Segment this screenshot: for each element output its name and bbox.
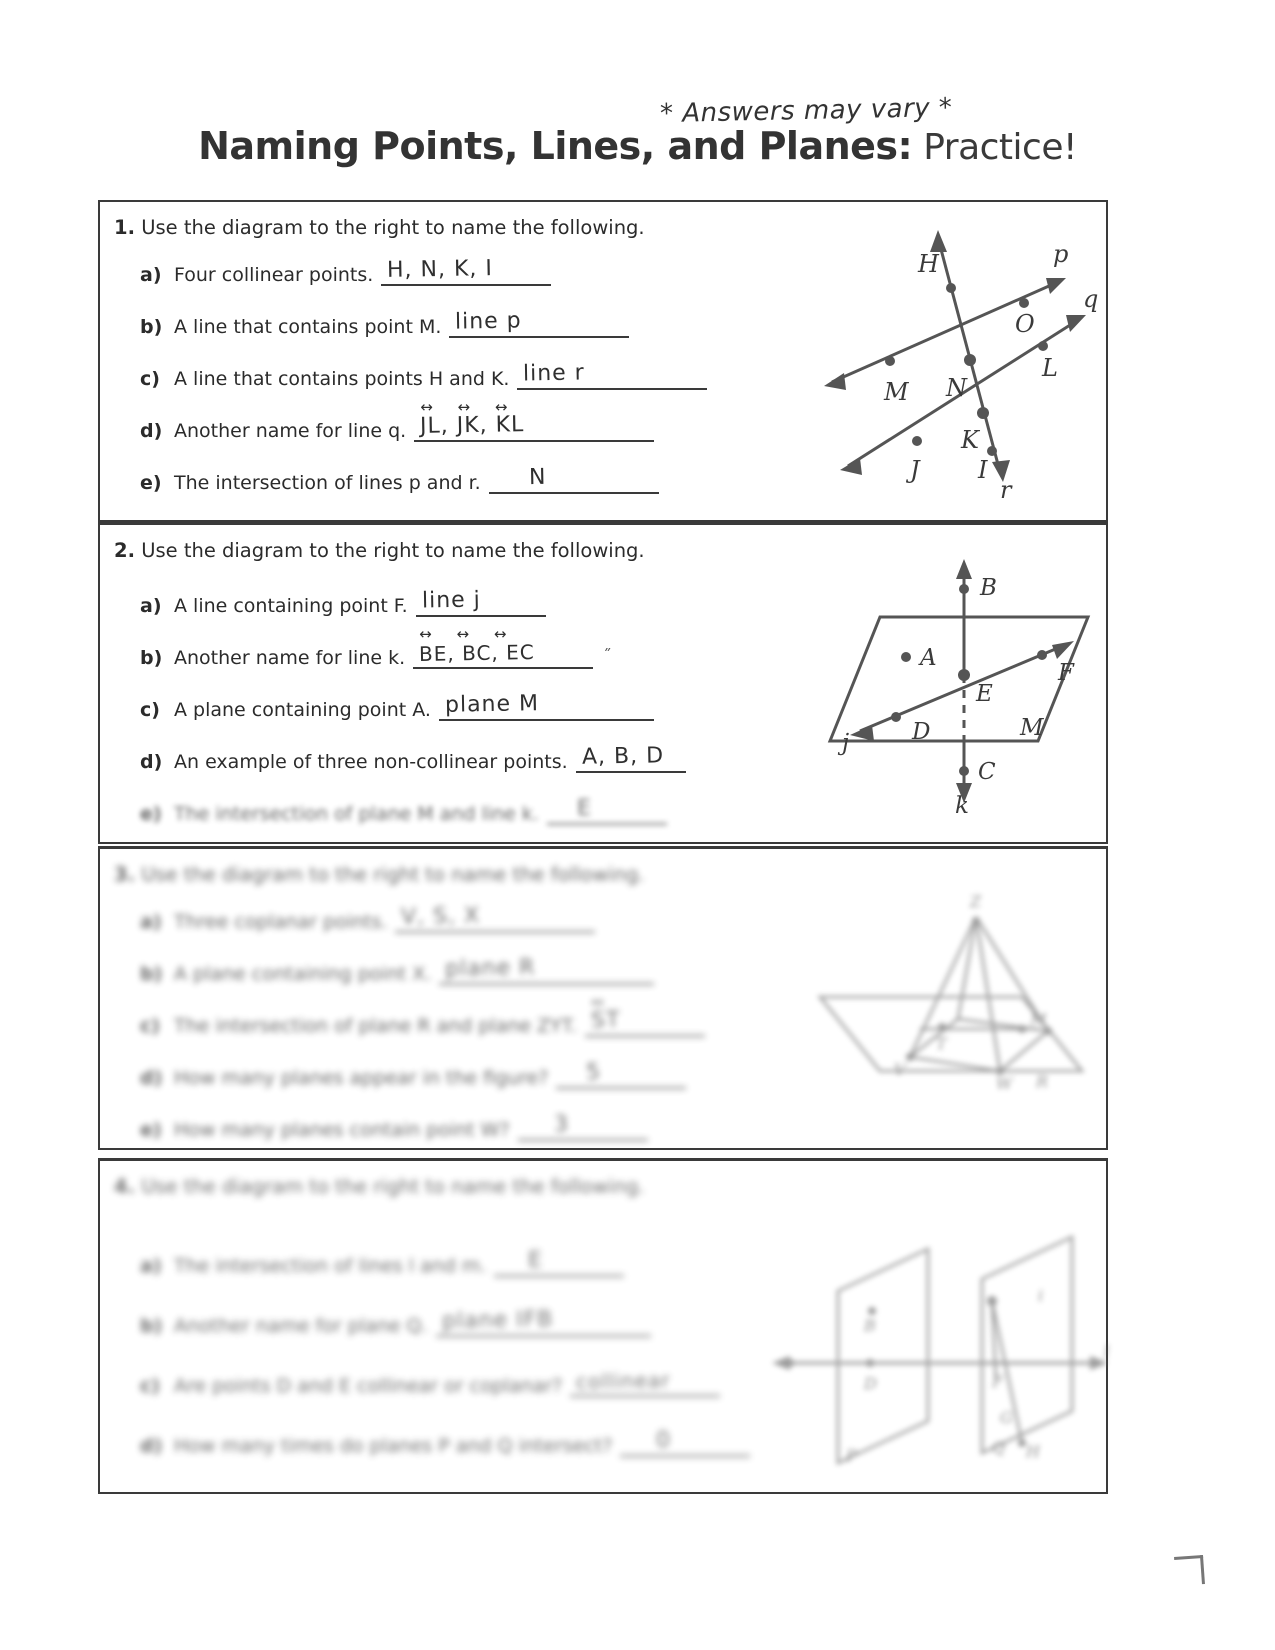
svg-text:Q: Q [992, 1438, 1006, 1457]
handwritten-answer-3d: 5 [586, 1059, 602, 1086]
item-text: Four collinear points. [174, 264, 374, 286]
answer-blank-2e[interactable] [547, 795, 667, 825]
item-text: A line that contains points H and K. [174, 368, 510, 390]
item-label: c) [140, 368, 160, 390]
svg-text:P: P [846, 1446, 857, 1465]
svg-text:A: A [920, 645, 937, 671]
handwritten-answer-4a: E [528, 1247, 544, 1274]
svg-text:l: l [1104, 1342, 1110, 1361]
question-1-number: 1. [114, 216, 135, 239]
handwritten-answer-1c: line r [523, 360, 586, 387]
svg-text:M: M [1030, 1010, 1047, 1029]
handwritten-answer-3e: 3 [553, 1111, 569, 1138]
page-title [0, 124, 1275, 168]
handwritten-answer-2c: plane M [444, 691, 540, 718]
overbar-arrows-3c: ↔ [591, 993, 614, 1011]
handwritten-answer-1e: N [528, 464, 547, 491]
item-label: b) [140, 647, 163, 669]
handwritten-answer-4c: collinear [576, 1368, 671, 1394]
item-label: e) [140, 803, 162, 825]
answer-blank-1c[interactable] [517, 360, 707, 390]
handwritten-answer-4d: 0 [656, 1427, 672, 1454]
handwritten-answer-1b: line p [455, 308, 523, 335]
question-2-prompt: Use the diagram to the right to name the following. [141, 539, 645, 562]
svg-text:M: M [1020, 715, 1044, 741]
svg-text:T: T [936, 1034, 947, 1053]
overbar-arrows-1d: ↔ ↔ ↔ [420, 398, 518, 416]
overbar-arrows-2b: ↔ ↔ ↔ [419, 625, 517, 643]
figure-3-pyramid-through-plane [790, 879, 1110, 1129]
handwritten-answer-3a: V, S, X [401, 903, 481, 930]
item-text: How many times do planes P and Q intersect? [174, 1435, 613, 1457]
svg-text:O: O [1015, 310, 1035, 338]
svg-text:W: W [996, 1074, 1013, 1093]
question-block-1 [98, 200, 1108, 522]
question-4-item-a [140, 1247, 624, 1277]
question-3-item-c [140, 993, 705, 1037]
item-label: e) [140, 1119, 162, 1141]
item-text: A plane containing point X. [174, 963, 432, 985]
answer-blank-2c[interactable] [439, 691, 654, 721]
question-3-heading [114, 863, 645, 886]
item-text: An example of three non-collinear points. [174, 751, 568, 773]
svg-text:F: F [992, 1372, 1004, 1391]
svg-text:F: F [1058, 660, 1074, 686]
page-title-bold: Naming Points, Lines, and Planes: [198, 124, 913, 168]
question-3-item-b [140, 955, 654, 985]
svg-text:H: H [918, 250, 939, 278]
question-2-item-c [140, 691, 654, 721]
item-text: The intersection of plane M and line k. [174, 803, 539, 825]
scan-corner-mark [1174, 1555, 1205, 1586]
question-2-item-b [140, 625, 612, 669]
item-text: A line that contains point M. [174, 316, 442, 338]
handwritten-answer-2d: A, B, D [581, 743, 664, 770]
question-2-item-e [140, 795, 667, 825]
svg-text:J: J [910, 456, 920, 484]
svg-text:i: i [1038, 1286, 1044, 1305]
item-label: d) [140, 420, 163, 442]
item-text: The intersection of lines p and r. [174, 472, 481, 494]
answer-blank-3a[interactable] [395, 903, 595, 933]
handwritten-answer-1d: JL, JK, KL [420, 412, 525, 439]
svg-text:Z: Z [970, 892, 982, 911]
answer-blank-3d[interactable] [556, 1059, 686, 1089]
question-1-item-c [140, 360, 707, 390]
question-block-3 [98, 846, 1108, 1150]
handwritten-answer-1a: H, N, K, I [387, 256, 494, 283]
item-label: d) [140, 751, 163, 773]
answer-blank-4b[interactable] [436, 1307, 651, 1337]
question-4-item-b [140, 1307, 651, 1337]
question-1-prompt: Use the diagram to the right to name the following. [141, 216, 645, 239]
question-2-heading [114, 539, 645, 562]
item-label: d) [140, 1067, 163, 1089]
handwritten-answer-2e: E [576, 795, 592, 822]
question-3-item-e [140, 1111, 648, 1141]
svg-text:I: I [978, 456, 988, 484]
item-text: Three coplanar points. [174, 911, 388, 933]
answer-blank-1a[interactable] [381, 256, 551, 286]
item-text: Another name for plane Q. [174, 1315, 428, 1337]
svg-text:p: p [1053, 240, 1069, 268]
figure-1-three-lines [810, 210, 1100, 500]
answer-blank-4c[interactable] [570, 1368, 720, 1397]
item-text: Another name for line q. [174, 420, 407, 442]
handwritten-answer-3b: plane R [445, 955, 536, 982]
svg-text:j: j [842, 730, 850, 756]
answer-blank-4a[interactable] [494, 1247, 624, 1277]
item-label: a) [140, 264, 162, 286]
item-label: b) [140, 316, 163, 338]
question-4-number: 4. [114, 1175, 135, 1198]
answer-blank-4d[interactable] [620, 1427, 750, 1457]
question-1-item-b [140, 308, 629, 338]
svg-text:r: r [1000, 476, 1012, 500]
question-1-item-a [140, 256, 551, 286]
item-text: A line containing point F. [174, 595, 408, 617]
svg-text:K: K [961, 426, 979, 454]
answer-blank-1d[interactable] [414, 398, 654, 442]
svg-text:H: H [1026, 1442, 1040, 1461]
svg-text:C: C [978, 759, 996, 785]
question-3-number: 3. [114, 863, 135, 886]
handwritten-answer-3c: ST [590, 1007, 621, 1034]
item-label: b) [140, 963, 163, 985]
answer-blank-3b[interactable] [439, 955, 654, 985]
item-text: How many planes contain point W? [174, 1119, 510, 1141]
answer-blank-2a[interactable] [416, 587, 546, 617]
question-1-heading [114, 216, 645, 239]
handwritten-answers-note: * Answers may vary * [659, 92, 953, 130]
item-label: a) [140, 595, 162, 617]
question-4-item-d [140, 1427, 750, 1457]
figure-4-two-planes-with-line [760, 1171, 1110, 1471]
item-text: Another name for line k. [174, 647, 406, 669]
svg-text:M: M [884, 378, 909, 406]
item-label: e) [140, 472, 162, 494]
answer-blank-1b[interactable] [449, 308, 629, 338]
handwritten-answer-4b: plane IFB [441, 1307, 554, 1334]
item-text: The intersection of plane R and plane ZYT. [174, 1015, 578, 1037]
answer-blank-2d[interactable] [576, 743, 686, 773]
item-label: b) [140, 1315, 163, 1337]
handwritten-answer-2a: line j [421, 587, 481, 614]
item-text: A plane containing point A. [174, 699, 431, 721]
question-3-item-d [140, 1059, 686, 1089]
question-4-heading [114, 1175, 645, 1198]
item-label: a) [140, 911, 162, 933]
svg-text:q: q [1083, 285, 1099, 313]
svg-text:N: N [946, 374, 967, 402]
question-2-item-d [140, 743, 686, 773]
svg-text:G: G [1000, 1408, 1013, 1427]
question-4-prompt: Use the diagram to the right to name the following. [141, 1175, 645, 1198]
svg-text:B: B [864, 1316, 876, 1335]
item-label: c) [140, 1375, 160, 1397]
svg-text:B: B [980, 575, 997, 601]
svg-text:E: E [976, 681, 993, 707]
svg-text:L: L [1042, 354, 1058, 382]
question-2-item-a [140, 587, 546, 617]
answer-blank-1e[interactable] [489, 464, 659, 494]
svg-text:k: k [955, 793, 969, 815]
item-label: c) [140, 1015, 160, 1037]
svg-text:D: D [912, 719, 931, 745]
question-3-item-a [140, 903, 595, 933]
page-title-light: Practice! [912, 127, 1077, 168]
question-block-4 [98, 1158, 1108, 1494]
item-label: c) [140, 699, 160, 721]
stray-pencil-mark-2b: ˝ [603, 646, 612, 665]
item-label: d) [140, 1435, 163, 1457]
question-block-2 [98, 522, 1108, 844]
question-4-item-c [140, 1368, 720, 1397]
answer-blank-2b[interactable] [413, 625, 593, 669]
question-1-item-d [140, 398, 654, 442]
item-text: How many planes appear in the figure? [174, 1067, 549, 1089]
svg-text:D: D [864, 1374, 877, 1393]
question-1-item-e [140, 464, 659, 494]
svg-text:R: R [1036, 1072, 1049, 1091]
item-label: a) [140, 1255, 162, 1277]
figure-2-plane-and-lines [820, 545, 1100, 815]
answer-blank-3c[interactable] [585, 993, 705, 1037]
page-header [0, 0, 1275, 185]
item-text: The intersection of lines l and m. [174, 1255, 487, 1277]
answer-blank-3e[interactable] [518, 1111, 648, 1141]
question-2-number: 2. [114, 539, 135, 562]
svg-text:V: V [894, 1060, 906, 1079]
handwritten-answer-2b: BE, BC, EC [418, 639, 536, 667]
item-text: Are points D and E collinear or coplanar? [174, 1375, 563, 1397]
question-3-prompt: Use the diagram to the right to name the following. [141, 863, 645, 886]
